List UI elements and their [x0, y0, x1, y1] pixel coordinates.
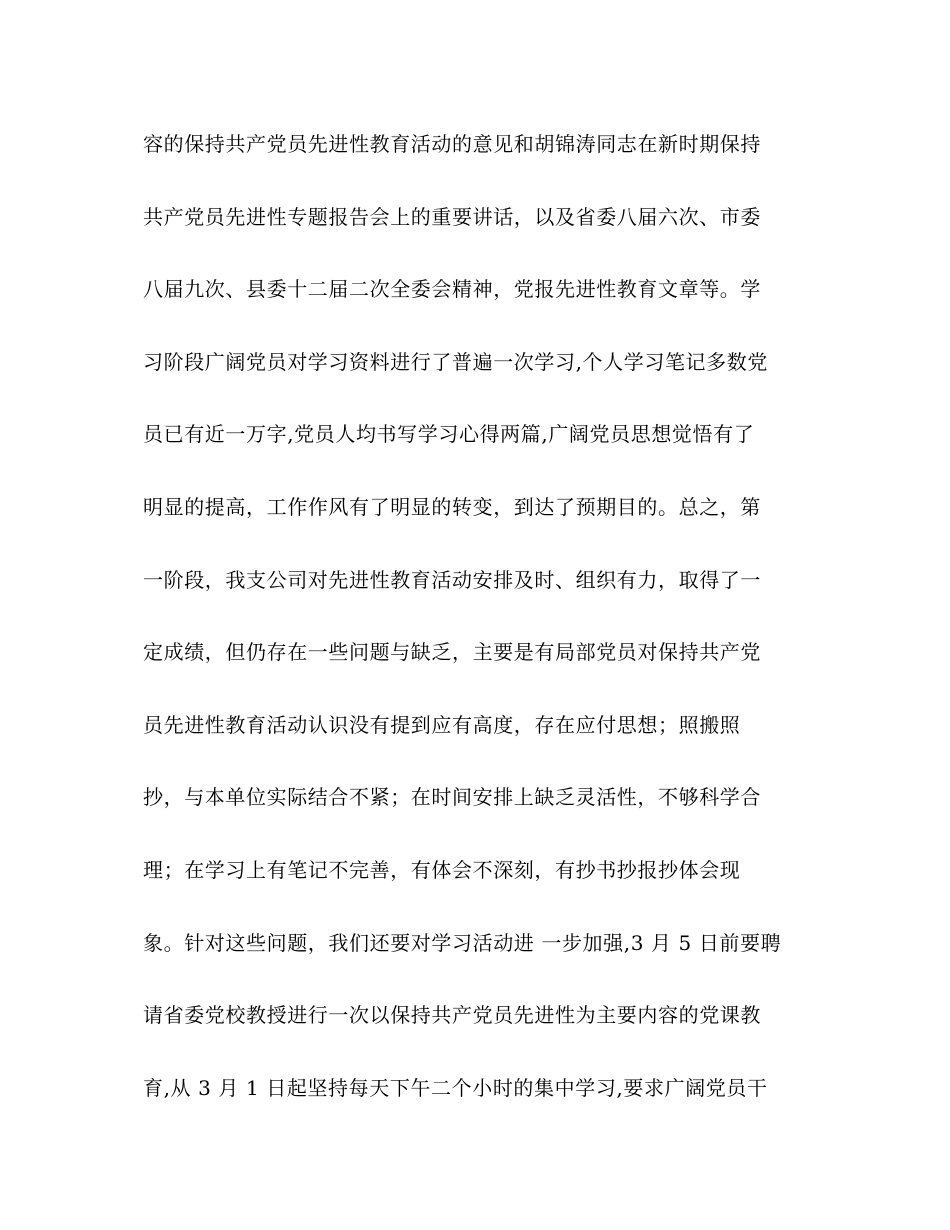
text-line: 请省委党校教授进行一次以保持共产党员先进性为主要内容的党课教 — [143, 1003, 761, 1028]
text-line: 员已有近一万字,党员人均书写学习心得两篇,广阔党员思想觉悟有了 — [143, 422, 755, 447]
text-line: 明显的提高，工作作风有了明显的转变，到达了预期目的。总之，第 — [143, 494, 761, 519]
text-line: 八届九次、县委十二届二次全委会精神，党报先进性教育文章等。学 — [143, 277, 761, 302]
text-line: 抄，与本单位实际结合不紧；在时间安排上缺乏灵活性，不够科学合 — [143, 785, 761, 810]
text-line: 一阶段，我支公司对先进性教育活动安排及时、组织有力，取得了一 — [143, 567, 761, 592]
text-line: 象。针对这些问题，我们还要对学习活动进 一步加强,3 月 5 日前要聘 — [143, 930, 782, 955]
body-text — [143, 124, 823, 1140]
text-line: 理；在学习上有笔记不完善，有体会不深刻，有抄书抄报抄体会现 — [143, 857, 741, 882]
text-line: 育,从 3 月 1 日起坚持每天下午二个小时的集中学习,要求广阔党员干 — [143, 1075, 768, 1100]
text-line: 容的保持共产党员先进性教育活动的意见和胡锦涛同志在新时期保持 — [143, 132, 761, 156]
text-line: 习阶段广阔党员对学习资料进行了普遍一次学习,个人学习笔记多数党 — [143, 349, 768, 374]
text-line: 员先进性教育活动认识没有提到应有高度，存在应付思想；照搬照 — [143, 712, 741, 737]
text-line: 共产党员先进性专题报告会上的重要讲话，以及省委八届六次、市委 — [143, 204, 761, 229]
text-line: 定成绩，但仍存在一些问题与缺乏，主要是有局部党员对保持共产党 — [143, 640, 761, 665]
